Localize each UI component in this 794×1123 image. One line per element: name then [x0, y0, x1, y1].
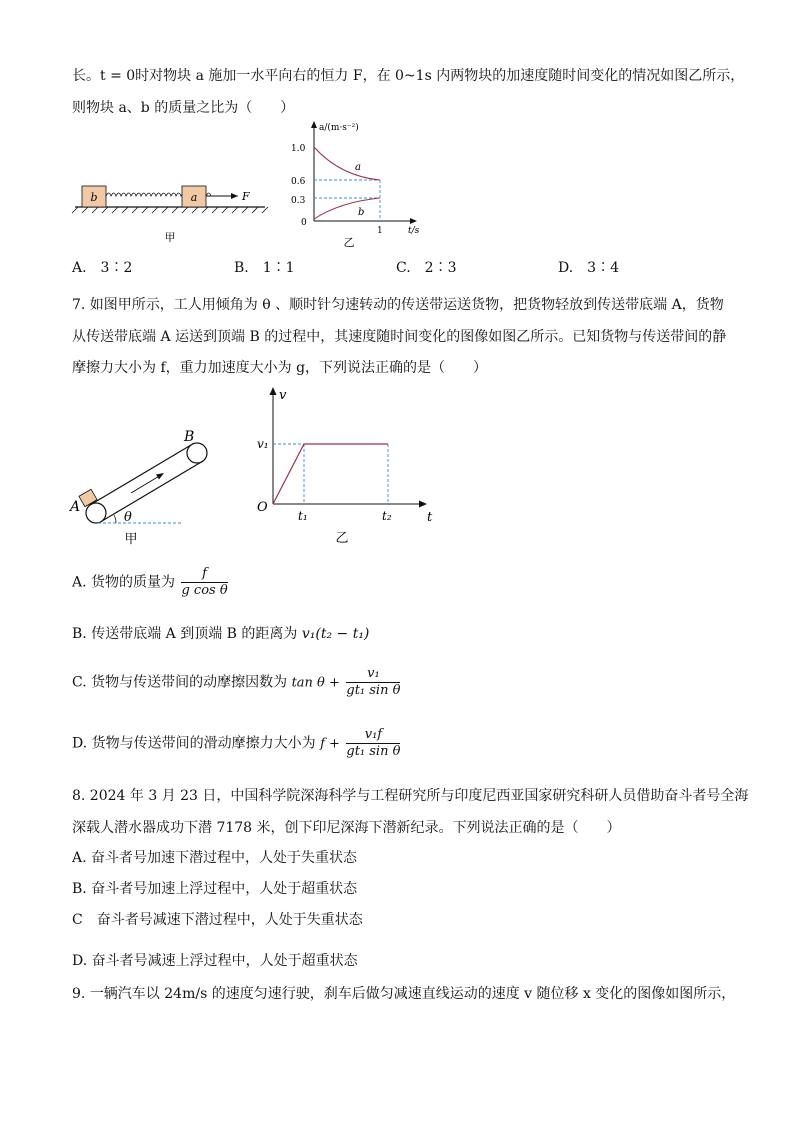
q7-figure-jia	[66, 425, 226, 550]
ytick-0.6: 0.6	[291, 177, 306, 187]
q6-figure-yi	[285, 118, 425, 253]
q7-option-b: B. 传送带底端 A 到顶端 B 的距离为 v₁(t₂ − t₁)	[72, 626, 370, 642]
q6-line-1: 长。t = 0时对物块 a 施加一水平向右的恒力 F，在 0~1s 内两物块的加速度随时间变化的情况如图乙所示，	[72, 68, 745, 84]
ytick-0: 0	[301, 218, 307, 228]
ytick-1.0: 1.0	[291, 144, 306, 154]
velocity-curve	[273, 444, 388, 504]
frac-friction: $\frac{\text{v₁f}}{\text{gt₁ sin θ}}$	[346, 727, 401, 759]
q7-figure-yi	[252, 382, 447, 547]
q8-option-a: A. 奋斗者号加速下潜过程中，人处于失重状态	[72, 850, 358, 866]
q7-option-d: D. 货物与传送带间的滑动摩擦力大小为 f + $\frac{\text{v₁f}}{\text{gt₁ sin θ}}$	[72, 727, 401, 759]
t-label: t	[427, 510, 433, 525]
origin-label: O	[257, 500, 268, 515]
label-A: A	[70, 499, 81, 515]
curve-b-label: b	[358, 207, 365, 218]
q7-line-2: 从传送带底端 A 运送到顶端 B 的过程中，其速度随时间变化的图像如图乙所示。已知货物与传送带间的静	[72, 329, 727, 345]
q7-line-3: 摩擦力大小为 f，重力加速度大小为 g，下列说法正确的是（ ）	[72, 360, 488, 376]
q6-option-a: A. 3∶2	[72, 260, 133, 276]
q6-option-c: C. 2∶3	[396, 260, 457, 276]
q8-line-1: 8. 2024 年 3 月 23 日，中国科学院深海科学与工程研究所与印度尼西亚国家研究科研人员借助奋斗者号全海	[72, 788, 749, 804]
block-a-label: a	[190, 191, 198, 204]
t1-label: t₁	[298, 509, 308, 523]
q7-option-a: A. 货物的质量为 $\frac{f}{\text{g cos θ}}$	[72, 566, 228, 598]
block-b-label: b	[90, 191, 98, 204]
frac-mass: $\frac{f}{\text{g cos θ}}$	[181, 566, 228, 598]
q8-option-d: D. 奋斗者号减速上浮过程中，人处于超重状态	[72, 953, 358, 969]
q9-line-1: 9. 一辆汽车以 24m/s 的速度匀速行驶，刹车后做匀减速直线运动的速度 v 随位移 x 变化的图像如图所示，	[72, 986, 736, 1002]
q7-line-1: 7. 如图甲所示，工人用倾角为 θ 、顺时针匀速转动的传送带运送货物，把货物轻放到传送带底端 A，货物	[72, 297, 724, 313]
v1-label: v₁	[257, 437, 269, 451]
ylabel: a/(m·s⁻²)	[319, 123, 359, 133]
curve-a-label: a	[355, 162, 361, 173]
q8-option-c: C 奋斗者号减速下潜过程中，人处于失重状态	[72, 912, 363, 928]
force-label: F	[242, 190, 250, 203]
t2-label: t₂	[382, 509, 392, 523]
q8-option-b: B. 奋斗者号加速上浮过程中，人处于超重状态	[72, 881, 358, 897]
q8-line-2: 深载人潜水器成功下潜 7178 米，创下印尼深海下潜新纪录。下列说法正确的是（ ）	[72, 820, 621, 836]
theta-label: θ	[124, 510, 132, 525]
frac-mu: $\frac{\text{v₁}}{\text{gt₁ sin θ}}$	[346, 666, 401, 698]
fig-jia-caption: 甲	[164, 231, 176, 244]
q6-figure-jia	[70, 175, 270, 250]
xtick-1: 1	[377, 226, 383, 236]
fig-yi-caption: 乙	[335, 531, 349, 546]
xlabel: t/s	[408, 226, 420, 236]
fig-jia-caption: 甲	[124, 532, 138, 547]
v-label: v	[279, 388, 287, 403]
q6-option-b: B. 1∶1	[234, 260, 295, 276]
label-B: B	[184, 429, 195, 445]
curve-a	[314, 147, 380, 180]
ytick-0.3: 0.3	[291, 196, 306, 206]
q6-line-2: 则物块 a、b 的质量之比为（ ）	[72, 100, 295, 116]
q7-option-c: C. 货物与传送带间的动摩擦因数为 tan θ + $\frac{\text{v₁}}{\text{gt₁ sin θ}}$	[72, 666, 401, 698]
q6-option-d: D. 3∶4	[558, 260, 619, 276]
fig-yi-caption: 乙	[343, 236, 355, 249]
cargo-box	[79, 489, 97, 506]
curve-b	[314, 198, 380, 219]
ground-hatch	[72, 207, 268, 213]
